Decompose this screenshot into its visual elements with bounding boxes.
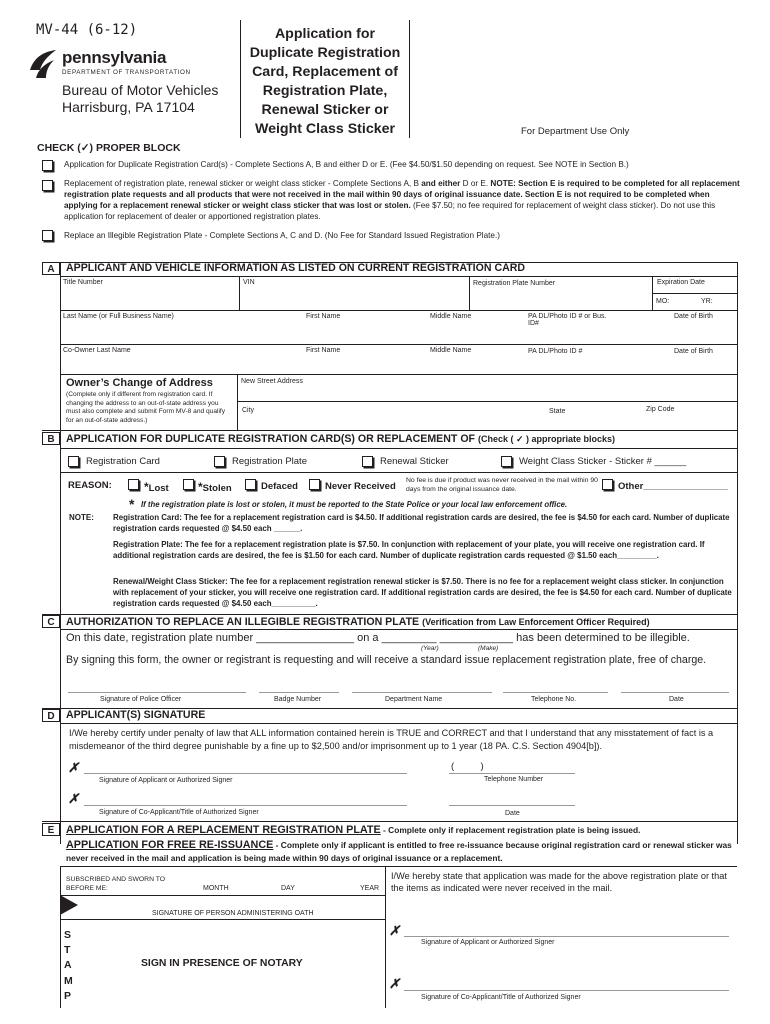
expiration-year-field[interactable]: YR: <box>701 298 713 305</box>
agency-name: pennsylvania <box>62 48 167 67</box>
police-date-field[interactable]: Date <box>669 696 684 703</box>
owner-dob-field[interactable]: Date of Birth <box>674 313 713 320</box>
registration-card-label: Registration Card <box>86 456 160 467</box>
subscribed-sworn-label: SUBSCRIBED AND SWORN TO BEFORE ME: <box>66 876 166 892</box>
applicant-telephone-field[interactable]: Telephone Number <box>484 776 544 783</box>
free-replacement-statement: By signing this form, the owner or registrant is requesting and will receive a standard issue replacement registration plate, free of charge. <box>66 654 707 666</box>
section-a-letter: A <box>42 262 60 275</box>
lost-stolen-note: If the registration plate is lost or stolen, it must be reported to the State Police or your local law enforcement office. <box>141 500 568 509</box>
option-replacement-checkbox[interactable] <box>42 180 53 191</box>
note-label: NOTE: <box>69 513 94 522</box>
section-c-heading: AUTHORIZATION TO REPLACE AN ILLEGIBLE REGISTRATION PLATE (Verification from Law Enforcement Officer Required) <box>66 616 650 628</box>
renewal-sticker-label: Renewal Sticker <box>380 456 449 467</box>
notary-applicant-signature-field[interactable]: Signature of Applicant or Authorized Signer <box>421 939 555 946</box>
section-e-heading: APPLICATION FOR A REPLACEMENT REGISTRATION PLATE - Complete only if replacement registration plate is being issued. APPLICATION FOR FREE RE-ISSUANCE - Complete only if applicant is entitled to free re-issuance because original registration card or renewal sticker was never received in the mail and application is being made within 90 days of original issuance or a replacement. <box>66 824 732 864</box>
weight-class-sticker-label: Weight Class Sticker - Sticker # ______ <box>519 456 687 467</box>
section-d-heading: APPLICANT(S) SIGNATURE <box>66 709 206 721</box>
certification-text: I/We hereby certify under penalty of law that ALL information contained herein is TRUE and CORRECT and that I understand that any misstatement of fact is a misdemeanor of the third degree punishable by a fine up to $2,500 and/or imprisonment up to 1 year (18 PA. C.S. Section 4904[b]). <box>69 728 714 751</box>
title-line: Duplicate Registration <box>249 45 401 61</box>
title-line: Card, Replacement of <box>252 64 398 80</box>
agency-dept: DEPARTMENT OF TRANSPORTATION <box>62 69 191 76</box>
form-title-box <box>240 20 410 138</box>
badge-number-field[interactable]: Badge Number <box>274 696 322 703</box>
option-illegible-plate-checkbox[interactable] <box>42 230 53 241</box>
option-duplicate-card-checkbox[interactable] <box>42 160 53 171</box>
new-street-field[interactable]: New Street Address <box>241 378 303 385</box>
reason-defaced-checkbox[interactable] <box>245 479 256 490</box>
oath-day-field[interactable]: DAY <box>281 885 295 892</box>
change-address-note: (Complete only if different from registration card. If changing the address to an out-of-state address you must also complete and submit Form MV-8 and qualify for an out-of-state address.) <box>66 391 226 424</box>
title-line: Renewal Sticker or <box>261 102 389 118</box>
note-renewal-sticker: Renewal/Weight Class Sticker: The fee for a replacement registration renewal sticker is $7.50. There is no fee for a replacement weight class sticker. In conjunction with replacement of your sticker, you will receive one registration card. If additional registration cards are desired, the fee is $4.50 for each card. Number of duplicate registration cards requested @ $4.50 each__________. <box>113 577 732 608</box>
zip-field[interactable]: Zip Code <box>646 406 675 413</box>
option-illegible-plate-text: Replace an Illegible Registration Plate - Complete Sections A, C and D. (No Fee for Standard Issued Registration Plate.) <box>64 231 500 240</box>
renewal-sticker-checkbox[interactable] <box>362 456 373 467</box>
owner-first-name-field[interactable]: First Name <box>306 313 341 320</box>
fee-due-note: No fee is due if product was never received in the mail within 90 days from the original issuance date. <box>406 477 598 493</box>
expiration-date-label: Expiration Date <box>657 279 705 286</box>
police-signature-field[interactable]: Signature of Police Officer <box>100 696 182 703</box>
owner-dl-field[interactable]: PA DL/Photo ID # or Bus. ID# <box>528 313 607 327</box>
form-id: MV-44 (6-12) <box>36 22 138 38</box>
dept-use-label: For Department Use Only <box>521 126 630 137</box>
signature-x-icon: ✗ <box>68 791 79 806</box>
coowner-middle-name-field[interactable]: Middle Name <box>430 347 472 354</box>
applicant-date-field[interactable]: Date <box>505 810 520 817</box>
section-d-letter: D <box>42 709 60 722</box>
signature-x-icon: ✗ <box>68 760 79 775</box>
illegible-plate-statement[interactable]: On this date, registration plate number ________________ on a _________ ____________ has been determined to be illegible. <box>66 632 690 644</box>
reason-stolen-label: *Stolen <box>198 480 232 494</box>
notary-coapplicant-signature-field[interactable]: Signature of Co-Applicant/Title of Authorized Signer <box>421 994 581 1001</box>
registration-plate-label: Registration Plate <box>232 456 307 467</box>
title-line: Weight Class Sticker <box>254 121 396 137</box>
reason-defaced-label: Defaced <box>261 481 298 492</box>
note-registration-plate: Registration Plate: The fee for a replacement registration plate is $7.50. In conjunction with replacement of your plate, you will receive one registration card. If additional registration cards are desired, the fee is $1.50 for each card. Number of duplicate registration cards requested @ $1.50 each_________. <box>113 540 705 560</box>
signature-x-icon: ✗ <box>389 923 400 938</box>
oath-administrator-signature-field[interactable]: SIGNATURE OF PERSON ADMINISTERING OATH <box>152 910 314 917</box>
city-field[interactable]: City <box>242 407 255 414</box>
reason-other-checkbox[interactable] <box>602 479 613 490</box>
option-duplicate-card-text: Application for Duplicate Registration Card(s) - Complete Sections A, B and either D or E. (Fee $4.50/$1.50 depending on request. See NOTE in Section B.) <box>64 160 629 169</box>
coowner-last-name-field[interactable]: Co-Owner Last Name <box>63 347 131 354</box>
registration-plate-checkbox[interactable] <box>214 456 225 467</box>
reason-lost-checkbox[interactable] <box>128 479 139 490</box>
reason-label: REASON: <box>68 480 112 491</box>
section-b-heading: APPLICATION FOR DUPLICATE REGISTRATION CARD(S) OR REPLACEMENT OF (Check ( ✓ ) appropriate blocks) <box>66 433 616 445</box>
section-c-letter: C <box>42 615 60 628</box>
coowner-dob-field[interactable]: Date of Birth <box>674 348 713 355</box>
applicant-signature-field[interactable]: Signature of Applicant or Authorized Signer <box>99 777 233 784</box>
stamp-label: S T A M P <box>64 929 73 1002</box>
section-a-heading: APPLICANT AND VEHICLE INFORMATION AS LISTED ON CURRENT REGISTRATION CARD <box>66 262 526 274</box>
address-line-1: Bureau of Motor Vehicles <box>62 82 219 98</box>
coowner-dl-field[interactable]: PA DL/Photo ID # <box>528 348 583 355</box>
title-line: Registration Plate, <box>262 83 388 99</box>
vin-field[interactable]: VIN <box>243 279 255 286</box>
reason-stolen-checkbox[interactable] <box>183 479 194 490</box>
penndot-logo-icon <box>28 48 58 80</box>
plate-number-field[interactable]: Registration Plate Number <box>473 280 556 287</box>
check-heading: CHECK (✓) PROPER BLOCK <box>37 142 181 154</box>
department-name-field[interactable]: Department Name <box>385 696 443 703</box>
state-field[interactable]: State <box>549 408 566 415</box>
police-telephone-field[interactable]: Telephone No. <box>531 696 577 703</box>
option-replacement-text: Replacement of registration plate, renewal sticker or weight class sticker - Complete Sections A, B and either D or E. NOTE: Section E is required to be completed for all replacement registration plate requests and all products that were not received in the mail within 90 days of original issuance date. Section E is not required to be completed when applying for a replacement renewal sticker or weight class sticker that was lost or stolen. (Fee $7.50; no fee required for replacement of weight class sticker). Do not use this application for replacement of dealer or apportioned registration plates. <box>64 179 740 222</box>
year-label: (Year) <box>421 645 439 652</box>
note-registration-card: Registration Card: The fee for a replacement registration card is $4.50. If additional registration cards are desired, the fee is $4.50 for each card. Number of duplicate registration cards requested @ $4.50 each ______. <box>113 513 730 533</box>
owner-middle-name-field[interactable]: Middle Name <box>430 313 472 320</box>
change-address-title: Owner’s Change of Address <box>66 377 213 389</box>
notary-instruction: SIGN IN PRESENCE OF NOTARY <box>141 958 303 969</box>
reason-other-field[interactable]: Other________________ <box>618 481 728 492</box>
reason-lost-label: *Lost <box>144 480 169 494</box>
address-line-2: Harrisburg, PA 17104 <box>62 99 195 115</box>
title-line: Application for <box>274 26 376 42</box>
signature-x-icon: ✗ <box>389 976 400 991</box>
title-number-field[interactable]: Title Number <box>63 279 103 286</box>
asterisk-icon: * <box>129 496 135 512</box>
reason-never-received-label: Never Received <box>325 481 396 492</box>
section-e-letter: E <box>42 823 60 836</box>
reason-never-received-checkbox[interactable] <box>309 479 320 490</box>
coowner-first-name-field[interactable]: First Name <box>306 347 341 354</box>
never-received-statement: I/We hereby state that application was made for the above registration plate or that the items as indicated were never received in the mail. <box>391 871 727 894</box>
telephone-area-code[interactable]: ( ) <box>451 761 484 772</box>
registration-card-checkbox[interactable] <box>68 456 79 467</box>
coapplicant-signature-field[interactable]: Signature of Co-Applicant/Title of Authorized Signer <box>99 809 259 816</box>
make-label: (Make) <box>478 645 499 652</box>
pointer-arrow-icon <box>60 895 78 915</box>
oath-year-field[interactable]: YEAR <box>360 885 380 892</box>
weight-class-sticker-checkbox[interactable] <box>501 456 512 467</box>
section-b-letter: B <box>42 432 60 445</box>
expiration-month-field[interactable]: MO: <box>656 298 670 305</box>
owner-last-name-field[interactable]: Last Name (or Full Business Name) <box>63 313 174 320</box>
oath-month-field[interactable]: MONTH <box>203 885 229 892</box>
